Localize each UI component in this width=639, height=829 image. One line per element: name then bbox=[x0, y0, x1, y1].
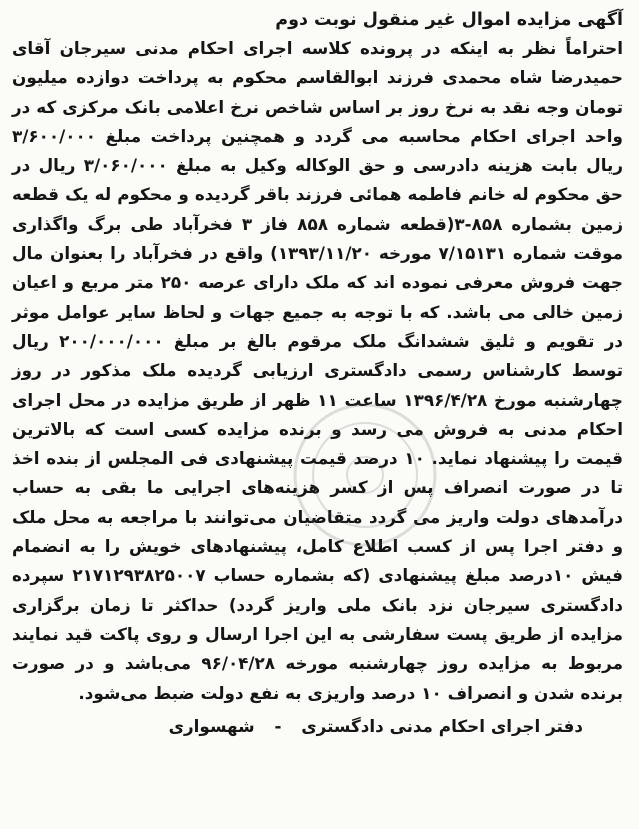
signature-name: شهسواری bbox=[168, 715, 255, 736]
notice-title: آگهی مزایده اموال غیر منقول نوبت دوم bbox=[275, 10, 623, 30]
signature-office: دفتر اجرای احکام مدنی دادگستری bbox=[301, 715, 583, 736]
signature-separator: - bbox=[274, 715, 282, 736]
notice-signature bbox=[12, 712, 623, 740]
notice-body: احتراماً نظر به اینکه در پرونده کلاسه اجرای احکام مدنی سیرجان آقای حمیدرضا شاه محمدی فرزند ابوالقاسم محکوم به پرداخت دوازده میلیون تومان وجه نقد به نرخ روز بر اساس شاخص نرخ اعلامی بانک مرکزی که در واحد اجرای احکام محاسبه می گردد و همچنین پرداخت مبلغ ۳/۶۰۰/۰۰۰ ریال بابت هزینه دادرسی و حق الوکاله وکیل به مبلغ ۳/۰۶۰/۰۰۰ ریال در حق محکوم له خانم فاطمه همائی فرزند باقر گردیده و محکوم له یک قطعه زمین بشماره ۸۵۸-۳(قطعه شماره ۸۵۸ فاز ۳ فخرآباد طی برگ واگذاری موقت شماره ۷/۱۵۱۳۱ مورخه ۱۳۹۳/۱۱/۲۰) واقع در فخرآباد را بعنوان مال جهت فروش معرفی نموده اند که ملک دارای عرصه ۲۵۰ متر مربع و اعیان زمین خالی می باشد. که با توجه به جمیع جهات و لحاظ سایر عوامل موثر در تقویم و ثلیق ششدانگ ملک مرقوم بالغ بر مبلغ ۲۰۰/۰۰۰/۰۰۰ ریال توسط کارشناس رسمی دادگستری ارزیابی گردیده ملک مذکور در روز چهارشنبه مورخ ۱۳۹۶/۴/۲۸ ساعت ۱۱ ظهر از طریق مزایده در محل اجرای احکام مدنی به فروش می رسد و برنده مزایده کسی است که بالاترین قیمت را پیشنهاد نماید. ۱۰ درصد قیمت پیشنهادی فی المجلس از بنده اخذ تا در صورت انصراف پس از کسر هزینه‌های اجرایی ما بقی به حساب درآمدهای دولت واریز می گردد متقاضیان می‌توانند با مراجعه به محل ملک و دفتر اجرا پس از کسب اطلاع کامل، پیشنهادهای خویش را به انضمام فیش ۱۰درصد مبلغ پیشنهادی (که بشماره حساب ۲۱۷۱۲۹۳۸۲۵۰۰۷ سپرده دادگستری سیرجان نزد بانک ملی واریز گردد) حداکثر تا زمان برگزاری مزایده از طریق پست سفارشی به این اجرا ارسال و روی پاکت قید نمایند مربوط به مزایده روز چهارشنبه مورخه ۹۶/۰۴/۲۸ می‌باشد و در صورت برنده شدن و انصراف ۱۰ درصد واریزی به نفع دولت ضبط می‌شود. bbox=[12, 38, 623, 703]
